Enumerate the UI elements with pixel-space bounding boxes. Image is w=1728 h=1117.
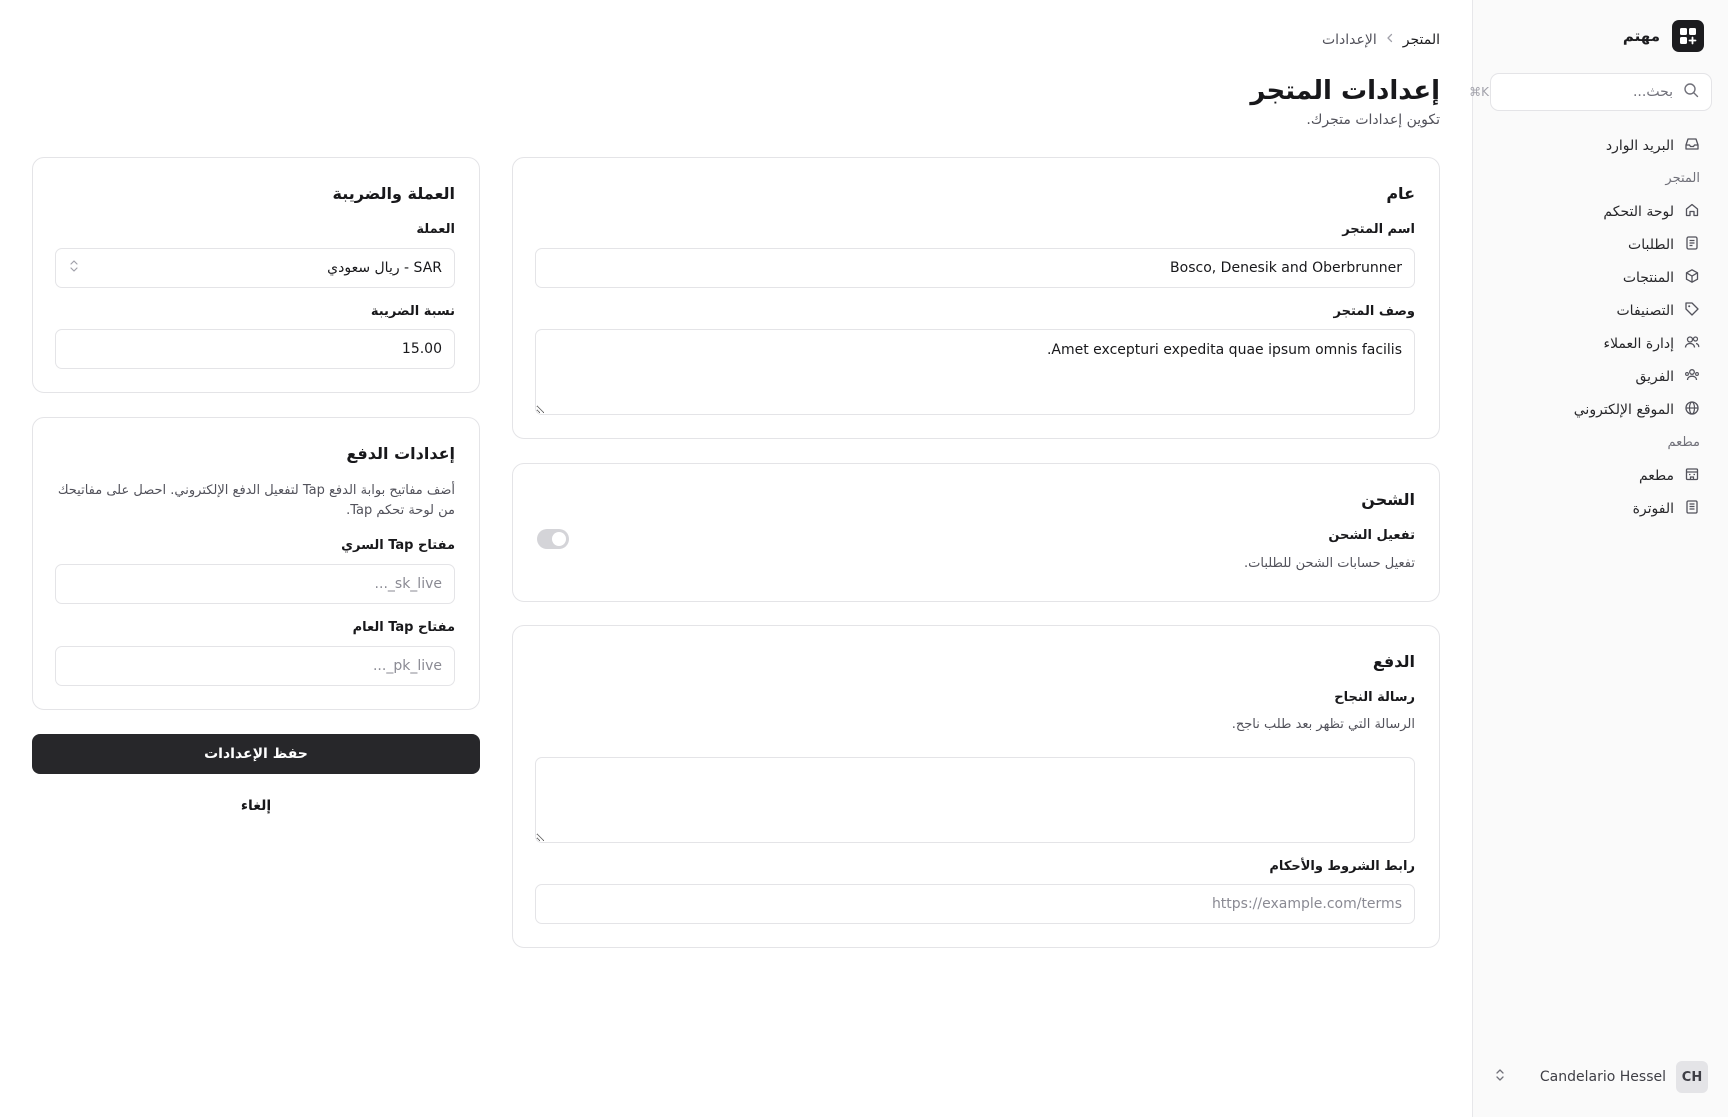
page-subtitle: تكوين إعدادات متجرك. <box>1306 112 1440 128</box>
sidebar-item-label: المنتجات <box>1622 269 1674 286</box>
home-icon <box>1684 202 1700 222</box>
store-name-label: اسم المتجر <box>1342 222 1415 237</box>
enable-shipping-help: تفعيل حسابات الشحن للطلبات. <box>1244 556 1415 571</box>
currency-selected-value: SAR - ريال سعودي <box>327 260 442 276</box>
nav-group-restaurant: مطعم <box>1667 435 1700 450</box>
terms-url-label: رابط الشروط والأحكام <box>1269 859 1415 874</box>
cancel-button[interactable]: إلغاء <box>32 786 480 826</box>
success-message-textarea[interactable] <box>535 757 1415 843</box>
store-name-input[interactable] <box>535 248 1415 288</box>
users-icon <box>1684 334 1700 354</box>
terms-url-input[interactable] <box>535 884 1415 924</box>
breadcrumb-root[interactable]: المتجر <box>1402 32 1440 48</box>
nav-group-store: المتجر <box>1665 171 1700 186</box>
sidebar <box>1469 0 1728 1117</box>
store-description-label: وصف المتجر <box>1333 304 1415 319</box>
tax-rate-input[interactable] <box>55 329 455 369</box>
tap-public-key-input[interactable] <box>55 646 455 686</box>
breadcrumb-current: الإعدادات <box>1321 32 1377 48</box>
shipping-title: الشحن <box>1361 490 1415 509</box>
sidebar-item-label: إدارة العملاء <box>1603 335 1674 352</box>
building-icon <box>1684 466 1700 486</box>
search-icon <box>1683 82 1699 102</box>
brand-name: مهتم <box>1622 27 1660 45</box>
chevron-up-down-icon <box>68 258 80 278</box>
sidebar-item-team[interactable] <box>1490 360 1712 393</box>
success-message-help: الرسالة التي تظهر بعد طلب ناجح. <box>1231 717 1415 732</box>
store-logo-icon <box>1672 20 1704 52</box>
payment-title: الدفع <box>1372 652 1415 671</box>
enable-shipping-toggle[interactable] <box>537 529 569 549</box>
sidebar-item-label: الفوترة <box>1632 500 1674 517</box>
sidebar-item-label: لوحة التحكم <box>1603 203 1674 220</box>
receipt-icon <box>1684 235 1700 255</box>
tap-secret-key-input[interactable] <box>55 564 455 604</box>
currency-tax-title: العملة والضريبة <box>332 184 455 203</box>
user-name: Candelario Hessel <box>1539 1069 1666 1085</box>
chevron-left-icon <box>1385 32 1395 48</box>
box-icon <box>1684 268 1700 288</box>
invoice-icon <box>1684 499 1700 519</box>
inbox-icon <box>1684 136 1700 156</box>
sidebar-item-label: الطلبات <box>1628 236 1674 253</box>
success-message-label: رسالة النجاح <box>1334 690 1415 705</box>
sidebar-item-customers[interactable] <box>1490 327 1712 360</box>
search-input[interactable] <box>1499 84 1673 100</box>
sidebar-item-restaurant[interactable] <box>1490 459 1712 492</box>
currency-label: العملة <box>416 222 455 237</box>
save-settings-button[interactable]: حفظ الإعدادات <box>32 734 480 774</box>
tag-icon <box>1684 301 1700 321</box>
search-shortcut: ⌘K <box>1469 85 1489 99</box>
sidebar-item-categories[interactable] <box>1490 294 1712 327</box>
payment-settings-card <box>32 417 480 710</box>
store-description-textarea[interactable] <box>535 329 1415 415</box>
payment-card <box>512 625 1440 948</box>
page-title: إعدادات المتجر <box>1250 76 1440 106</box>
general-card <box>512 157 1440 439</box>
general-title: عام <box>1386 184 1415 203</box>
search-box[interactable] <box>1469 73 1712 111</box>
sidebar-item-label: الفريق <box>1635 368 1674 385</box>
tap-secret-key-label: مفتاح Tap السري <box>341 538 455 553</box>
payment-settings-title: إعدادات الدفع <box>346 444 455 463</box>
sidebar-item-label: التصنيفات <box>1616 302 1674 319</box>
sidebar-item-dashboard[interactable] <box>1490 195 1712 228</box>
tax-rate-label: نسبة الضريبة <box>370 304 455 319</box>
sidebar-item-label: البريد الوارد <box>1605 137 1674 154</box>
sidebar-item-website[interactable] <box>1490 393 1712 426</box>
payment-settings-description: أضف مفاتيح بوابة الدفع Tap لتفعيل الدفع الإلكتروني. احصل على مفاتيحك من لوحة تحكم Tap. <box>57 483 455 518</box>
tap-public-key-label: مفتاح Tap العام <box>352 620 455 635</box>
user-menu[interactable] <box>1490 1055 1712 1099</box>
sidebar-item-products[interactable] <box>1490 261 1712 294</box>
sidebar-item-billing[interactable] <box>1490 492 1712 525</box>
globe-icon <box>1684 400 1700 420</box>
sidebar-item-label: مطعم <box>1638 467 1674 484</box>
brand[interactable] <box>1623 20 1704 52</box>
sidebar-nav <box>1490 129 1712 525</box>
avatar: CH <box>1676 1061 1708 1093</box>
enable-shipping-label: تفعيل الشحن <box>1328 528 1415 543</box>
shipping-card <box>512 463 1440 602</box>
sidebar-item-orders[interactable] <box>1490 228 1712 261</box>
currency-tax-card <box>32 157 480 393</box>
sidebar-item-inbox[interactable] <box>1490 129 1712 162</box>
breadcrumb <box>1322 32 1440 48</box>
team-icon <box>1684 367 1700 387</box>
sidebar-item-label: الموقع الإلكتروني <box>1573 401 1674 418</box>
currency-select[interactable] <box>55 248 455 288</box>
chevron-up-down-icon <box>1494 1067 1506 1087</box>
